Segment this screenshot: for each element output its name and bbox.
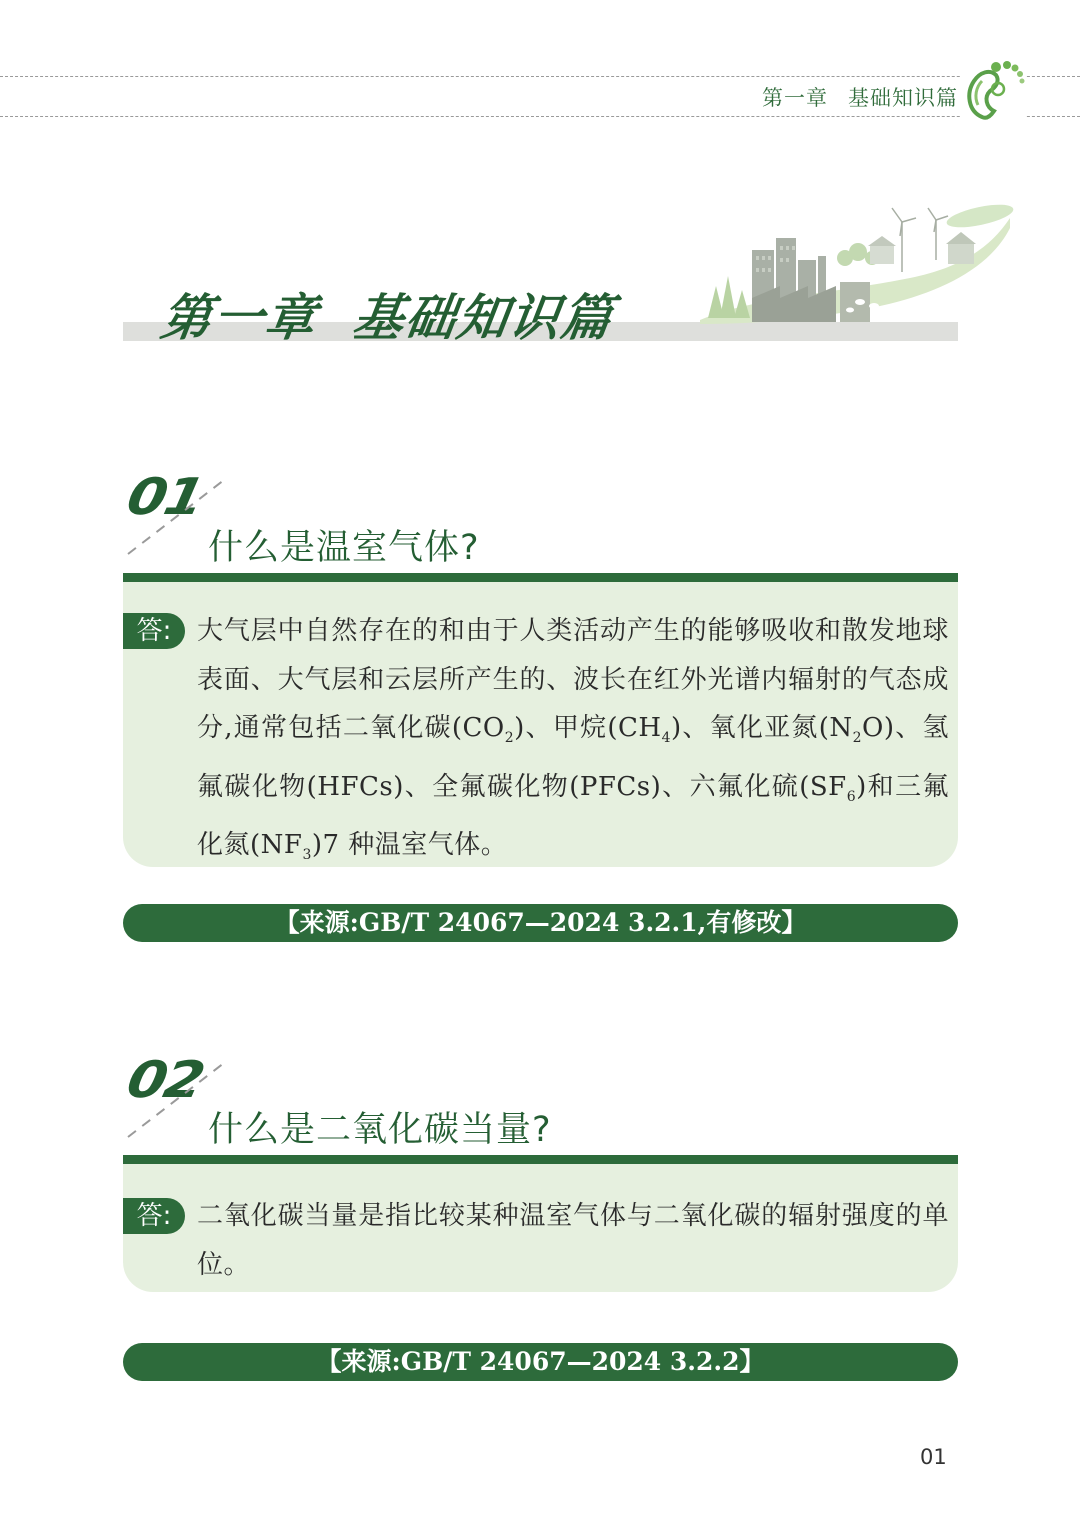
question-title-02: 什么是二氧化碳当量?: [208, 1110, 552, 1150]
header-chapter-label: 第一章: [762, 86, 828, 110]
header-bottom-dash: [0, 116, 1080, 117]
question-number-01: 01: [121, 468, 209, 527]
answer-tag-02: 答:: [123, 1198, 185, 1234]
question-rule-02: [123, 1155, 958, 1164]
header-section-label: 基础知识篇: [848, 86, 958, 110]
header-top-dash: [0, 76, 1080, 77]
answer-tag-01: 答:: [123, 613, 185, 649]
green-city-illustration: [690, 198, 1015, 328]
chapter-number-label: 第一章: [157, 289, 322, 347]
source-citation-01: 【来源:GB/T 24067—2024 3.2.1,有修改】: [123, 904, 958, 942]
question-rule-01: [123, 573, 958, 582]
question-number-02: 02: [121, 1051, 209, 1110]
chapter-name: 基础知识篇: [349, 289, 618, 347]
chapter-title: [157, 278, 619, 350]
question-title-01: 什么是温室气体?: [208, 528, 480, 568]
footprint-logo-icon: [960, 55, 1026, 123]
source-citation-02: 【来源:GB/T 24067—2024 3.2.2】: [123, 1343, 958, 1381]
running-header: [720, 82, 958, 112]
answer-text-01: 大气层中自然存在的和由于人类活动产生的能够吸收和散发地球表面、大气层和云层所产生的、波长在红外光谱内辐射的气态成分,通常包括二氧化碳$(CO_2)$、甲烷$(CH_4)$、氧化亚氮$(N_2O)$、氢氟碳化物(HFCs)、全氟碳化物(PFCs)、六氟化硫$(SF_6)$和三氟化氮$(NF_3)7$ 种温室气体。: [197, 616, 949, 864]
answer-text-02: 二氧化碳当量是指比较某种温室气体与二氧化碳的辐射强度的单位。: [197, 1201, 949, 1280]
page-number: 01: [920, 1445, 947, 1469]
